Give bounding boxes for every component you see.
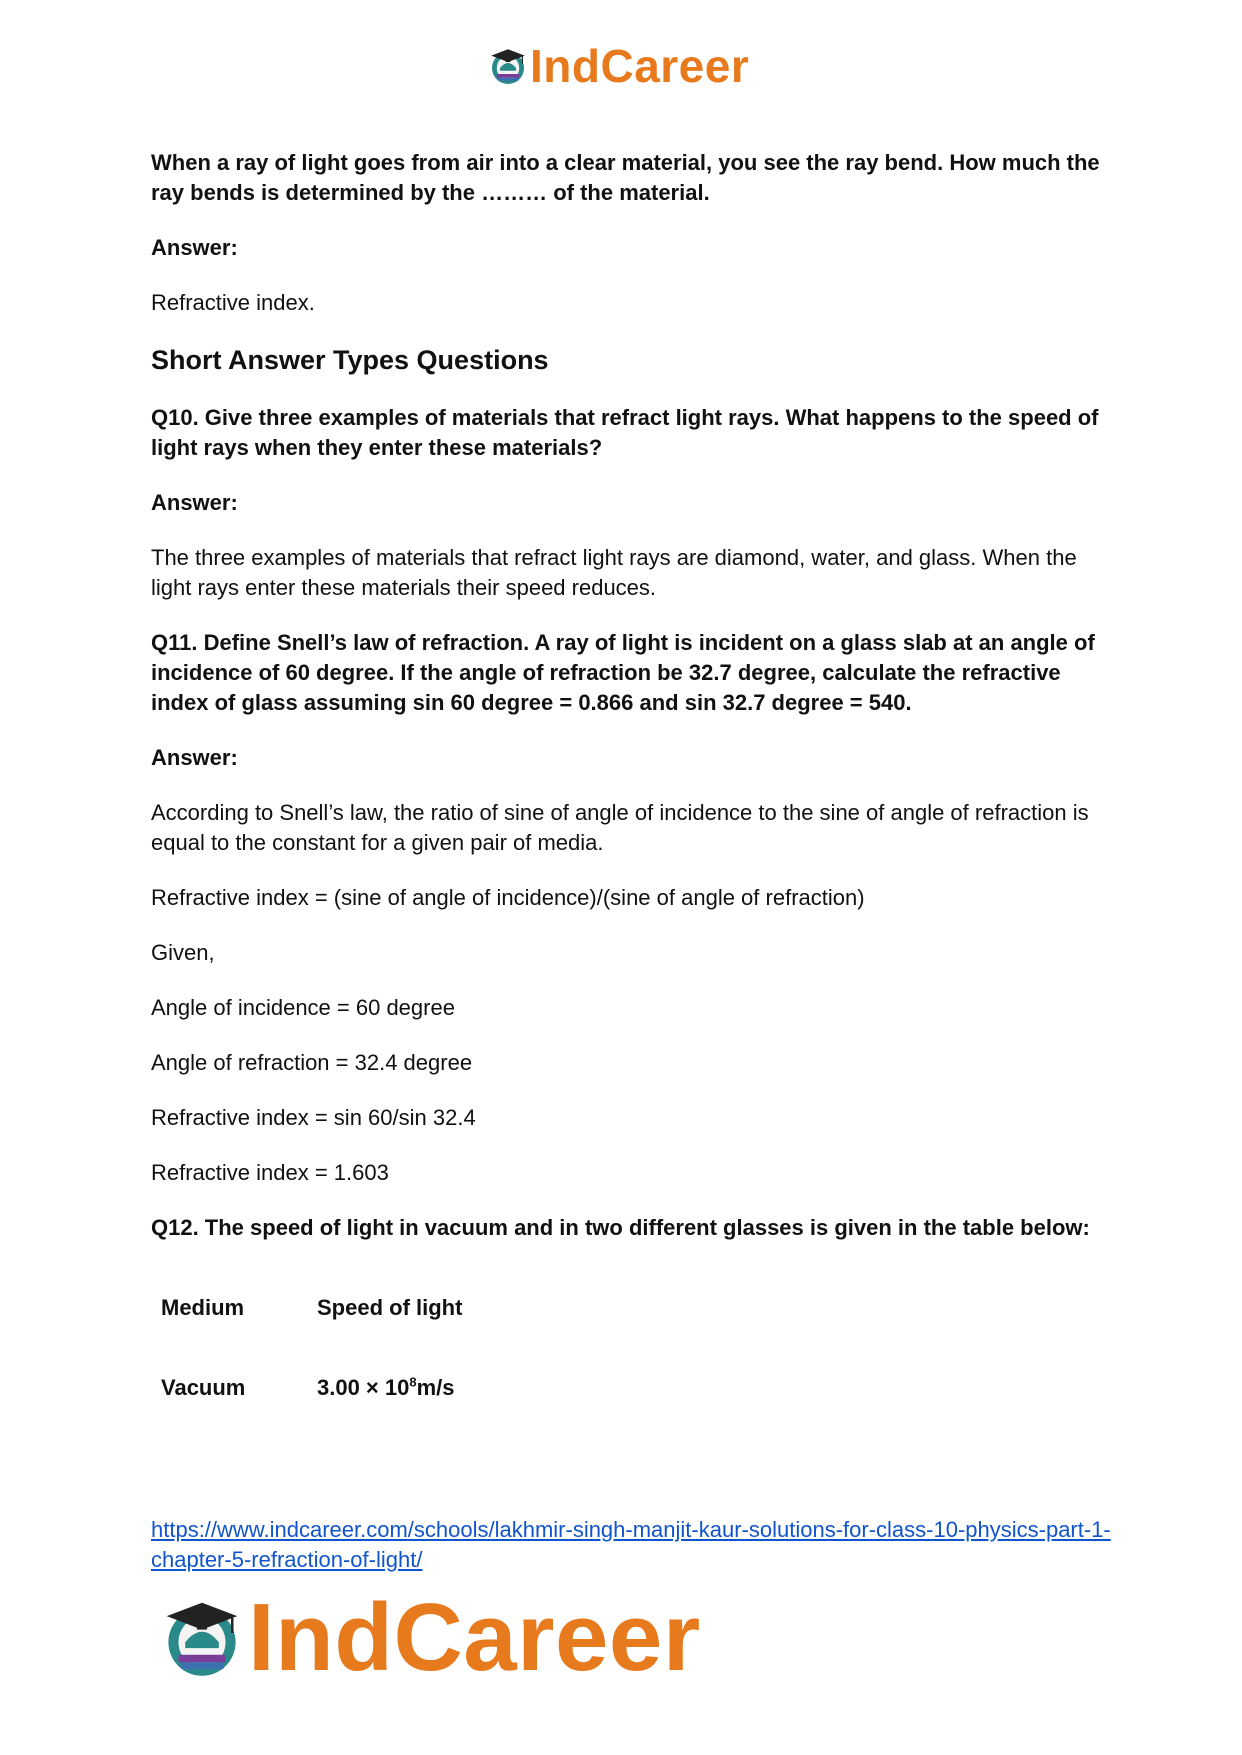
answer-11-line: Angle of refraction = 32.4 degree [151, 1050, 473, 1075]
speed-base: 3.00 × 10 [317, 1375, 410, 1400]
graduation-books-icon [488, 46, 528, 86]
page-content [151, 148, 1101, 1423]
table-row [151, 1353, 487, 1423]
section-title: Short Answer Types Questions [151, 345, 549, 375]
graduation-books-icon [160, 1596, 244, 1680]
answer-11-line: Refractive index = 1.603 [151, 1160, 389, 1185]
table-header-cell: Medium [161, 1295, 245, 1320]
question-9: When a ray of light goes from air into a clear material, you see the ray bend. How much the ray bends is determined by the ……… of the material. [151, 150, 1100, 205]
header-logo [488, 42, 749, 90]
header-logo-text: IndCareer [530, 40, 750, 92]
table-cell-speed [307, 1353, 487, 1423]
footer-logo [160, 1584, 701, 1691]
speed-unit: m/s [416, 1375, 455, 1400]
answer-11-line: Given, [151, 940, 215, 965]
answer-11-line: Refractive index = (sine of angle of incidence)/(sine of angle of refraction) [151, 885, 865, 910]
answer-11-line: Refractive index = sin 60/sin 32.4 [151, 1105, 476, 1130]
question-12: Q12. The speed of light in vacuum and in two different glasses is given in the table below: [151, 1215, 1090, 1240]
table-header-cell: Speed of light [317, 1295, 463, 1320]
answer-11-line: According to Snell’s law, the ratio of sine of angle of incidence to the sine of angle of refraction is equal to the constant for a given pair of media. [151, 800, 1089, 855]
source-link[interactable]: https://www.indcareer.com/schools/lakhmir-singh-manjit-kaur-solutions-for-class-10-physics-part-1-chapter-5-refraction-of-light/ [151, 1517, 1111, 1572]
answer-label: Answer: [151, 235, 238, 260]
answer-label: Answer: [151, 490, 238, 515]
answer-10: The three examples of materials that refract light rays are diamond, water, and glass. When the light rays enter these materials their speed reduces. [151, 545, 1077, 600]
speed-table [151, 1263, 487, 1423]
speed-exponent: 8 [409, 1374, 417, 1390]
answer-11-line: Angle of incidence = 60 degree [151, 995, 455, 1020]
table-cell-medium: Vacuum [161, 1375, 246, 1400]
footer-logo-text: IndCareer [248, 1584, 701, 1691]
question-10: Q10. Give three examples of materials that refract light rays. What happens to the speed of light rays when they enter these materials? [151, 405, 1099, 460]
table-header-row [151, 1263, 487, 1353]
answer-9: Refractive index. [151, 290, 315, 315]
question-11: Q11. Define Snell’s law of refraction. A ray of light is incident on a glass slab at an angle of incidence of 60 degree. If the angle of refraction be 32.7 degree, calculate the refractive index of glass assuming sin 60 degree = 0.866 and sin 32.7 degree = 540. [151, 630, 1095, 715]
answer-label: Answer: [151, 745, 238, 770]
